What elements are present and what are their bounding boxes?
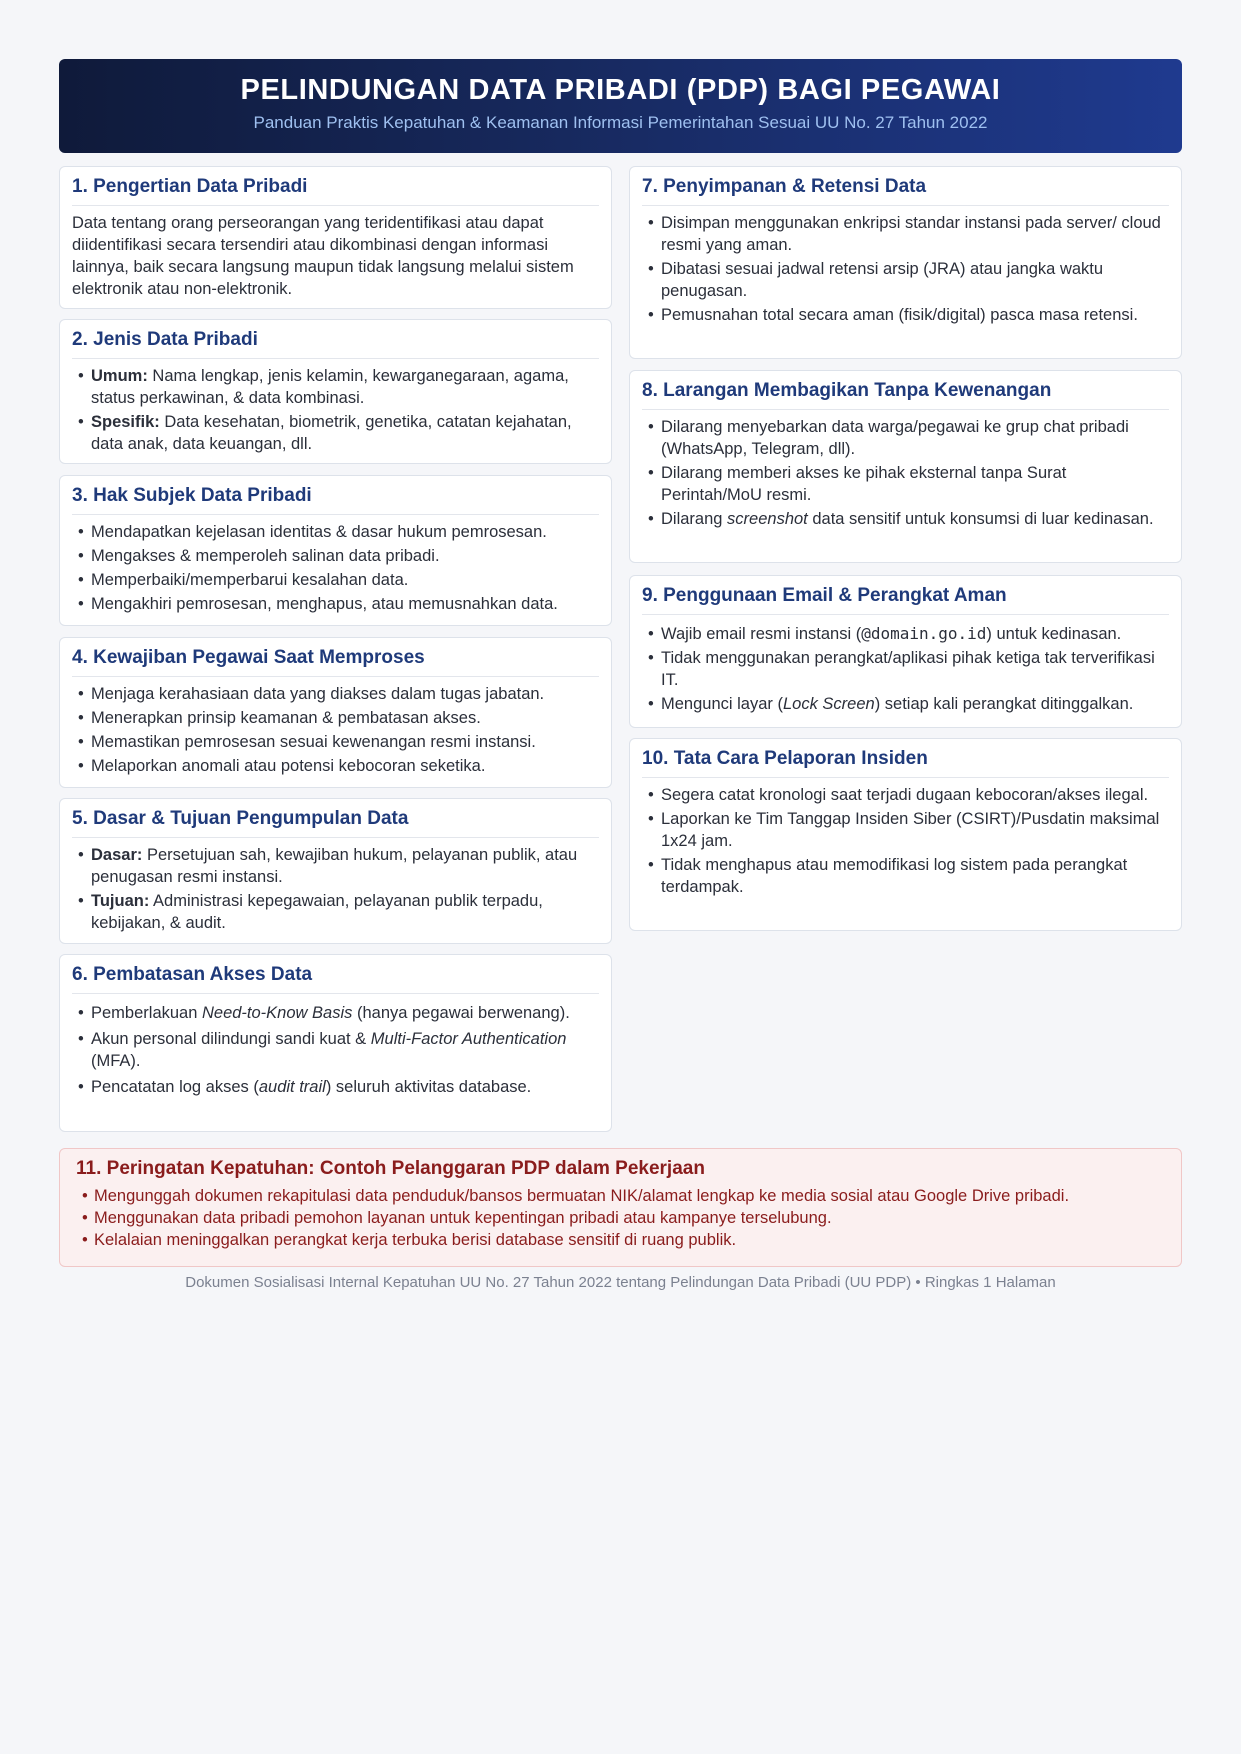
list-item [72, 569, 599, 591]
section-title: 7. Penyimpanan & Retensi Data [642, 175, 1169, 206]
compliance-warning [59, 1148, 1182, 1267]
section-title: 1. Pengertian Data Pribadi [72, 175, 599, 206]
list-item [642, 693, 1169, 715]
list-item [72, 411, 599, 455]
warning-item [76, 1185, 1165, 1207]
bullet: • [78, 571, 84, 589]
bullet: • [78, 709, 84, 727]
section-text: Data tentang orang perseorangan yang teridentifikasi atau dapat diidentifikasi secara tersendiri atau dikombinasi dengan informasi lainnya, baik secara langsung maupun tidak langsung melalui sistem elektronik atau non-elektronik. [72, 214, 574, 298]
bullet: • [78, 1004, 84, 1022]
item-text: Pemberlakuan [91, 1004, 202, 1022]
bullet: • [78, 892, 84, 910]
list-item [72, 521, 599, 543]
item-text: Data kesehatan, biometrik, genetika, catatan kejahatan, data anak, data keuangan, dll. [91, 413, 572, 453]
section-access-restriction [59, 954, 612, 1132]
item-text: Dibatasi sesuai jadwal retensi arsip (JRA) atau jangka waktu penugasan. [661, 260, 1104, 300]
item-text: Nama lengkap, jenis kelamin, kewarganegaraan, agama, status perkawinan, & data kombinasi. [91, 367, 569, 407]
item-label: Umum: [91, 367, 148, 385]
bullet: • [648, 856, 654, 874]
bullet: • [82, 1231, 88, 1249]
list-item [72, 365, 599, 409]
item-emphasis: Multi-Factor Authentication [370, 1030, 567, 1048]
section-incident-reporting [629, 738, 1182, 931]
list-item [72, 593, 599, 615]
list-item [642, 623, 1169, 645]
item-text: ) untuk kedinasan. [986, 625, 1122, 643]
bullet: • [82, 1209, 88, 1227]
bullet: • [78, 523, 84, 541]
section-employee-obligations [59, 637, 612, 788]
section-title: 3. Hak Subjek Data Pribadi [72, 484, 599, 515]
section-title: 5. Dasar & Tujuan Pengumpulan Data [72, 807, 599, 838]
item-text: Mengakses & memperoleh salinan data pribadi. [91, 547, 440, 565]
item-text: ) seluruh aktivitas database. [325, 1078, 532, 1096]
list-item [642, 508, 1169, 530]
bullet: • [78, 685, 84, 703]
item-text: Tidak menghapus atau memodifikasi log sistem pada perangkat terdampak. [661, 856, 1128, 896]
bullet: • [78, 757, 84, 775]
section-subject-rights [59, 475, 612, 626]
bullet: • [78, 846, 84, 864]
item-text: data sensitif untuk konsumsi di luar kedinasan. [807, 510, 1154, 528]
item-text: Menjaga kerahasiaan data yang diakses dalam tugas jabatan. [91, 685, 545, 703]
list-item [72, 1002, 599, 1024]
item-text: Menerapkan prinsip keamanan & pembatasan akses. [91, 709, 481, 727]
page-footer: Dokumen Sosialisasi Internal Kepatuhan UU No. 27 Tahun 2022 tentang Pelindungan Data Pribadi (UU PDP) • Ringkas 1 Halaman [185, 1274, 1056, 1291]
email-domain: @domain.go.id [861, 624, 987, 643]
section-title: 9. Penggunaan Email & Perangkat Aman [642, 584, 1169, 615]
item-emphasis: Need-to-Know Basis [201, 1004, 353, 1022]
list-item [72, 1028, 599, 1072]
list-item [642, 304, 1169, 326]
bullet: • [648, 214, 654, 232]
item-text: Akun personal dilindungi sandi kuat & [91, 1030, 371, 1048]
item-text: Mengunci layar ( [661, 695, 783, 713]
item-text: Menggunakan data pribadi pemohon layanan untuk kepentingan pribadi atau kampanye terselubung. [94, 1209, 832, 1227]
item-label: Dasar: [91, 846, 143, 864]
bullet: • [648, 464, 654, 482]
item-text: Memastikan pemrosesan sesuai kewenangan resmi instansi. [91, 733, 536, 751]
bullet: • [648, 418, 654, 436]
item-text: Dilarang menyebarkan data warga/pegawai ke grup chat pribadi (WhatsApp, Telegram, dll). [661, 418, 1129, 458]
warning-title: 11. Peringatan Kepatuhan: Contoh Pelanggaran PDP dalam Pekerjaan [76, 1158, 705, 1179]
bullet: • [78, 1030, 84, 1048]
list-item [72, 707, 599, 729]
item-text: Wajib email resmi instansi ( [661, 625, 862, 643]
bullet: • [648, 625, 654, 643]
bullet: • [648, 695, 654, 713]
list-item [642, 854, 1169, 898]
section-collection-basis [59, 798, 612, 944]
bullet: • [648, 510, 654, 528]
section-data-types [59, 319, 612, 464]
list-item [642, 462, 1169, 506]
list-item [642, 258, 1169, 302]
section-title: 6. Pembatasan Akses Data [72, 963, 599, 994]
list-item [642, 212, 1169, 256]
item-text: Dilarang memberi akses ke pihak eksternal tanpa Surat Perintah/MoU resmi. [661, 464, 1067, 504]
bullet: • [648, 810, 654, 828]
section-title: 2. Jenis Data Pribadi [72, 328, 599, 359]
bullet: • [78, 413, 84, 431]
item-text: Pencatatan log akses ( [91, 1078, 259, 1096]
section-definition [59, 166, 612, 309]
page-header [59, 59, 1182, 153]
section-title: 10. Tata Cara Pelaporan Insiden [642, 747, 1169, 778]
item-emphasis: screenshot [727, 510, 808, 528]
item-emphasis: Lock Screen [782, 695, 875, 713]
bullet: • [82, 1187, 88, 1205]
page-subtitle: Panduan Praktis Kepatuhan & Keamanan Informasi Pemerintahan Sesuai UU No. 27 Tahun 2022 [253, 113, 988, 132]
list-item [72, 755, 599, 777]
item-text: Tidak menggunakan perangkat/aplikasi pihak ketiga tak terverifikasi IT. [661, 649, 1155, 689]
list-item [642, 784, 1169, 806]
item-text: Memperbaiki/memperbarui kesalahan data. [91, 571, 409, 589]
item-label: Tujuan: [91, 892, 150, 910]
item-text: Mengakhiri pemrosesan, menghapus, atau memusnahkan data. [91, 595, 558, 613]
page-title: PELINDUNGAN DATA PRIBADI (PDP) BAGI PEGAWAI [240, 74, 1001, 106]
bullet: • [648, 649, 654, 667]
list-item [72, 683, 599, 705]
item-text: Mengunggah dokumen rekapitulasi data penduduk/bansos bermuatan NIK/alamat lengkap ke media sosial atau Google Drive pribadi. [94, 1187, 1070, 1205]
item-text: Mendapatkan kejelasan identitas & dasar hukum pemrosesan. [91, 523, 547, 541]
bullet: • [648, 306, 654, 324]
section-sharing-prohibition [629, 370, 1182, 563]
item-text: Segera catat kronologi saat terjadi dugaan kebocoran/akses ilegal. [661, 786, 1149, 804]
bullet: • [78, 547, 84, 565]
section-email-devices [629, 575, 1182, 728]
item-text: Pemusnahan total secara aman (fisik/digital) pasca masa retensi. [661, 306, 1138, 324]
item-text: Disimpan menggunakan enkripsi standar instansi pada server/ cloud resmi yang aman. [661, 214, 1161, 254]
bullet: • [78, 367, 84, 385]
bullet: • [78, 595, 84, 613]
bullet: • [648, 260, 654, 278]
section-storage-retention [629, 166, 1182, 359]
list-item [72, 844, 599, 888]
list-item [72, 731, 599, 753]
bullet: • [648, 786, 654, 804]
item-text: Persetujuan sah, kewajiban hukum, pelayanan publik, atau penugasan resmi instansi. [91, 846, 578, 886]
section-title: 4. Kewajiban Pegawai Saat Memproses [72, 646, 599, 677]
warning-item [76, 1207, 1165, 1229]
item-text: Kelalaian meninggalkan perangkat kerja terbuka berisi database sensitif di ruang publik. [94, 1231, 737, 1249]
warning-item [76, 1229, 1165, 1251]
item-text: (MFA). [91, 1052, 141, 1070]
item-text: Administrasi kepegawaian, pelayanan publik terpadu, kebijakan, & audit. [91, 892, 543, 932]
item-text: Dilarang [661, 510, 728, 528]
item-text: (hanya pegawai berwenang). [352, 1004, 570, 1022]
list-item [642, 647, 1169, 691]
list-item [642, 416, 1169, 460]
item-text: Melaporkan anomali atau potensi kebocoran seketika. [91, 757, 486, 775]
list-item [72, 545, 599, 567]
section-title: 8. Larangan Membagikan Tanpa Kewenangan [642, 379, 1169, 410]
list-item [72, 1076, 599, 1098]
bullet: • [78, 1078, 84, 1096]
list-item [72, 890, 599, 934]
item-label: Spesifik: [91, 413, 160, 431]
item-text: Laporkan ke Tim Tanggap Insiden Siber (CSIRT)/Pusdatin maksimal 1x24 jam. [661, 810, 1160, 850]
item-text: ) setiap kali perangkat ditinggalkan. [874, 695, 1134, 713]
list-item [642, 808, 1169, 852]
item-emphasis: audit trail [258, 1078, 326, 1096]
bullet: • [78, 733, 84, 751]
